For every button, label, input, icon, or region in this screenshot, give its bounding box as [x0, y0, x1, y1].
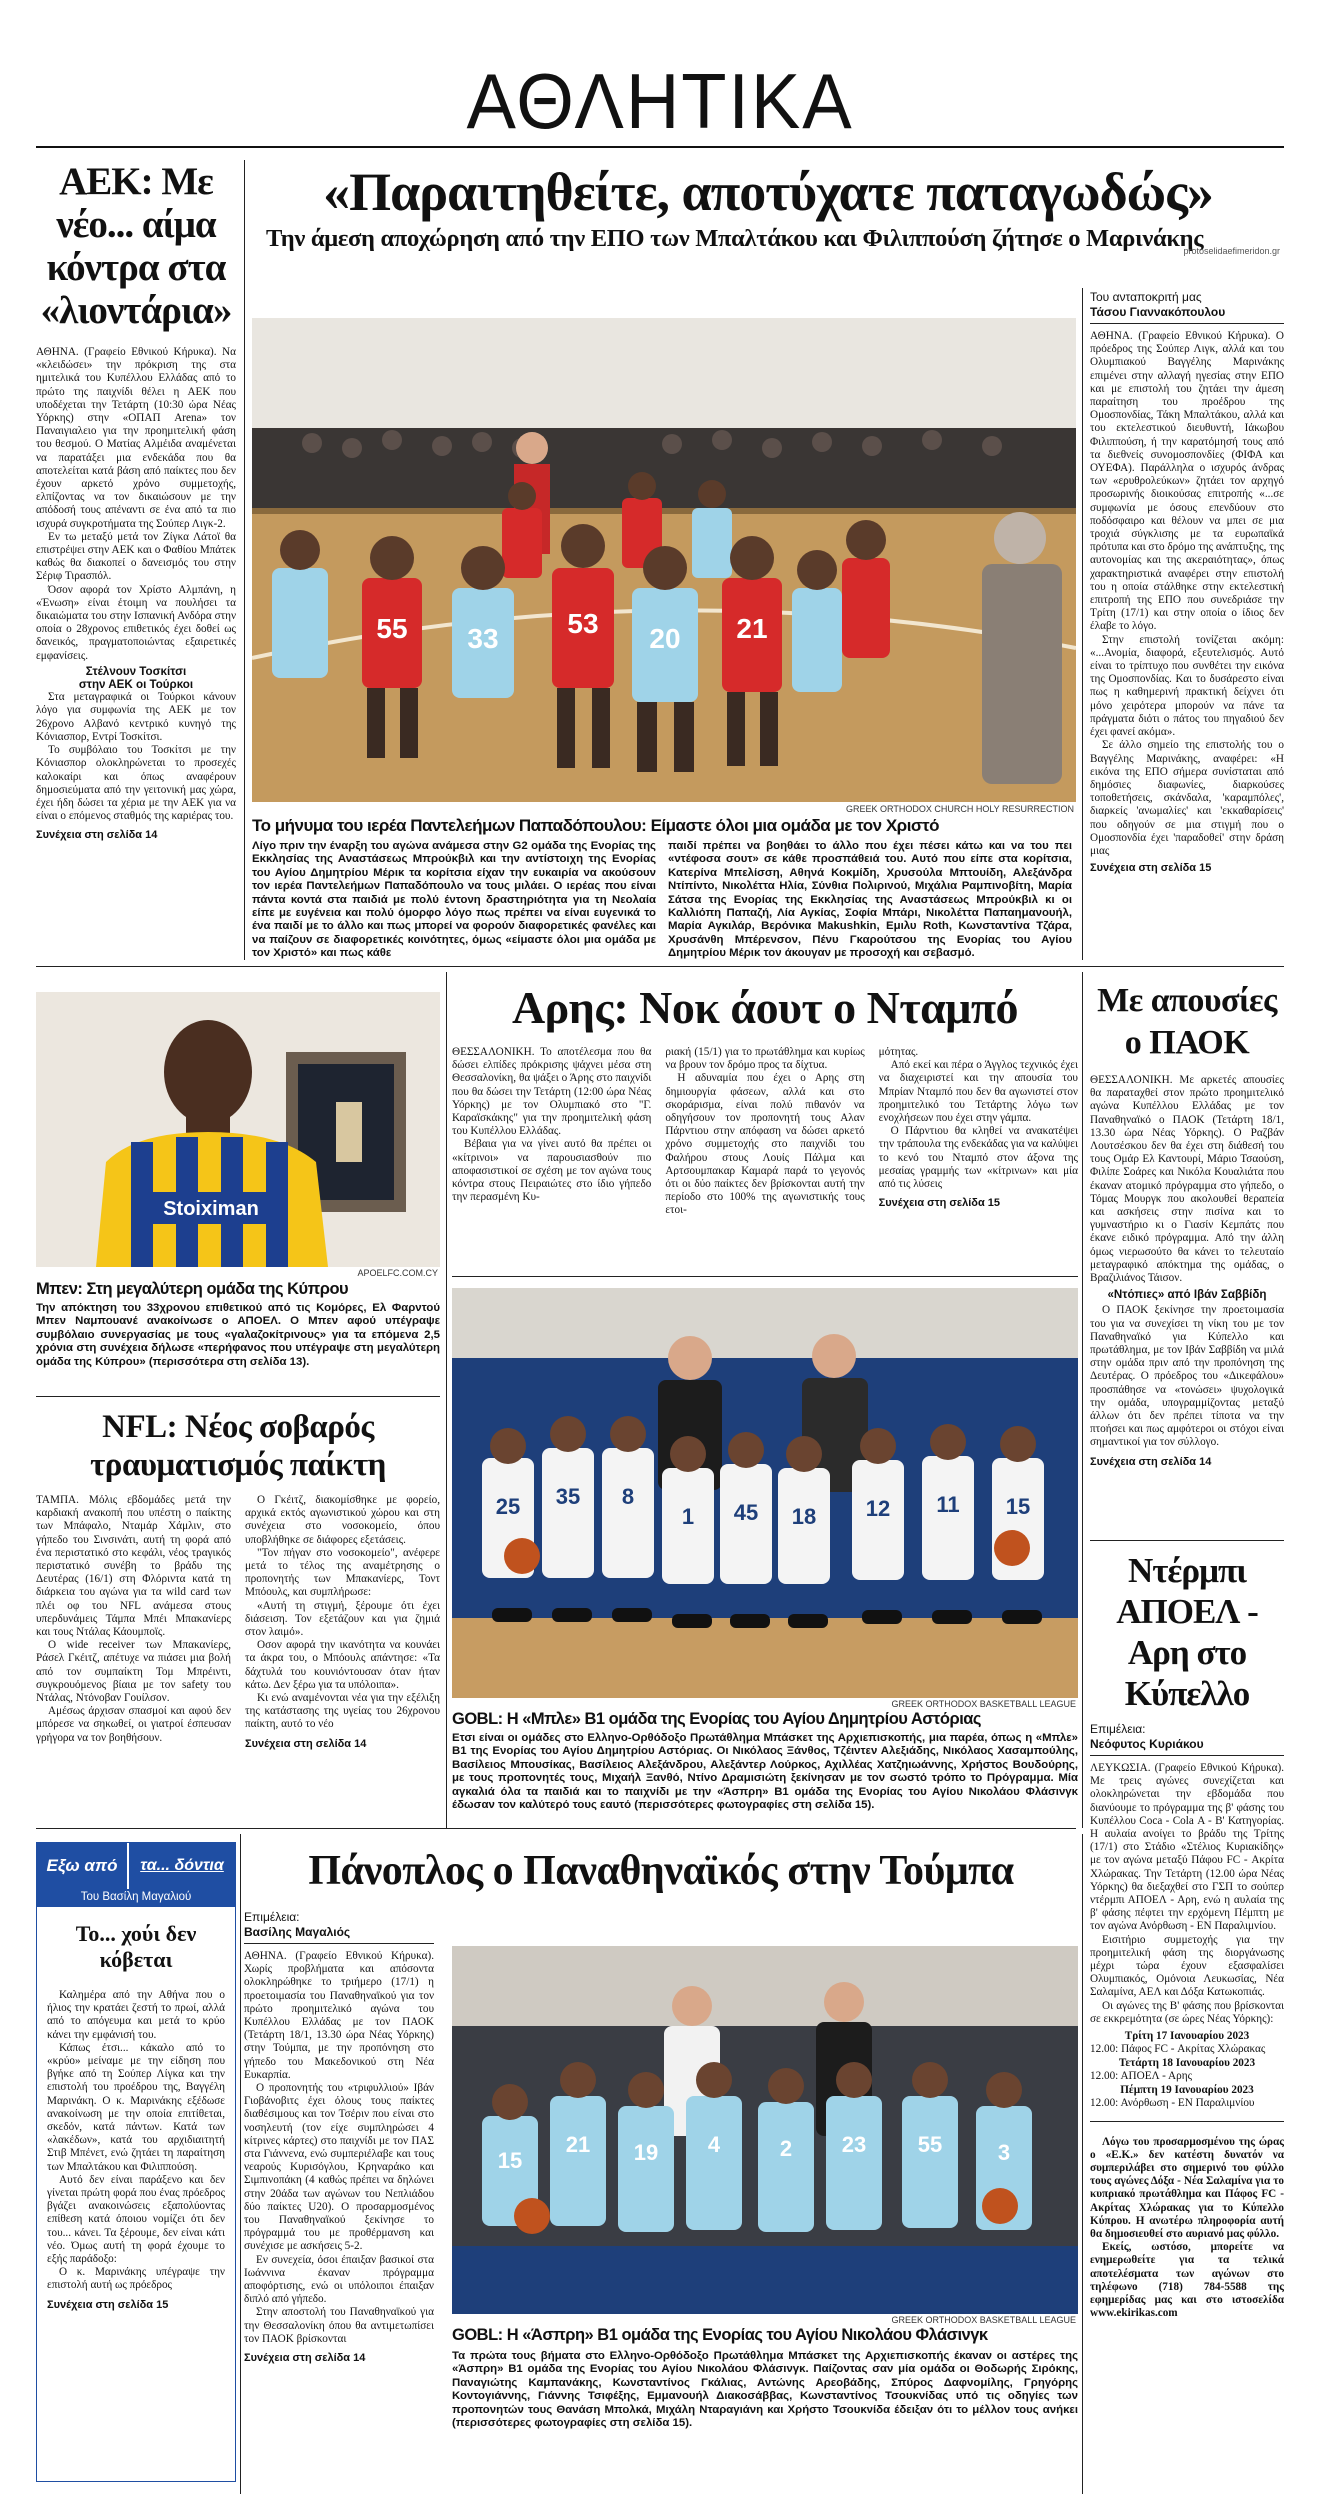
flushing-team-photo [452, 1946, 1078, 2314]
aek-headline: ΑΕΚ: Με νέο... αίμα κόντρα στα «λιοντάρια» [40, 160, 232, 332]
aek-paragraph: ΑΘΗΝΑ. (Γραφείο Εθνικού Κήρυκα). Να «κλειδώσει» την πρόκριση της στα ημιτελικά του Κυπέλλου Ελλάδας από το πρώτο της παιχνίδι θέλει η ΑΕΚ που υποδέχεται την Τετάρτη (10:30 ώρα Νέας Υόρκης) στην «ΟΠΑΠ Arena» τον Παναιγιαλειο για την προημιτελική φάση του θεσμού. Ο Ματίας Αλμέιδα αναμένεται να παρατάξει μια ενδεκάδα που θα αποτελείται κατά βάση από παίκτες που δεν έχουν αρκετό χρόνο συμμετοχής, ελπίζοντας να τον δικαιώσουν με την απόδοσή τους απέναντι σε ένα από τα πιο ισχυρά συγκροτήματα της Σούπερ Λιγκ-2. [36, 346, 236, 530]
girls-basketball-photo [252, 318, 1076, 802]
column-paragraph: Αυτό δεν είναι παράξενο και δεν γίνεται πρώτη φορά που ένας πρόεδρος βγάζει ανακοινώσεις εξαπολύοντας επίθεση κατά όποιου νομίζει ότι δεν του... κάνει. Τα ξέρουμε, δεν είναι κάτι νέο. Όμως αυτή τη φορά έχουμε το εξής παράδοξο: [47, 2173, 225, 2266]
pao-byline-label: Επιμέλεια: [244, 1910, 300, 1924]
paok-subhead: «Ντόπιες» από Ιβάν Σαββίδη [1107, 1288, 1267, 1302]
aris-headline: Αρης: Νοκ άουτ ο Νταμπό [511, 982, 1019, 1033]
aris-paragraph: ριακή (15/1) για το πρωτάθλημα και κυρίως να βρουν τον δρόμο προς τα δίχτυα. [665, 1046, 865, 1072]
pao-paragraph: Ο προπονητής του «τριφυλλιού» Ιβάν Γιοβάνοβιτς έχει όλους τους παίκτες διαθέσιμους και τον Τσέριν που είναι στο νοσηλευτή (τον είχε συμπληρώσει 4 κίτρινες κάρτες) στο παιχνίδι με τον ΠΑΣ στα Γιάννενα, ενώ συμπεριέλαβε και τους νεαρούς Κυρισόγλου, Κρηναράκο και Σιμπινοπάκη (4 καθώς πρέπει να δηλώνει στην 20άδα των αγώνων του Νεπλιάδου δύο παίκτες U20). Ο προσαρμοσμένος του Παναθηναϊκού ξεκίνησε το πρόγραμμά του με προθέρμανση και συνέχισε με ασκήσεις 5-2. [244, 2082, 434, 2253]
paok-continued: Συνέχεια στη σελίδα 14 [1090, 1455, 1212, 1468]
paok-article [1090, 980, 1284, 1540]
jersey-number: 45 [733, 1500, 759, 1525]
derby-paragraph: Εισιτήριο συμμετοχής για την προημιτελική φάση της διοργάνωσης μέχρι τώρα έχουν εξασφαλίσει Ολυμπιακός, Ομόνοια Λευκωσίας, Νέα Σαλαμίνα, ΑΕΛ και Δόξα Κατωκοπιάς. [1090, 1933, 1284, 1999]
aris-paragraph: Ο Πάρντιου θα κληθεί να ανακατέψει την τράπουλα της ενδεκάδας για να καλύψει το κενό του Νταμπό στον άξονα της μεσαίας γραμμής των «κίτρινων» και μία από τις λύσεις [878, 1125, 1078, 1191]
column-paragraph: Κάπως έτσι... κάκαλο από το «κρύο» μείναμε με την είδηση που βγήκε από τη Σούπερ Λίγκα και την επιστολή του προέδρου της, Βαγγέλη Μαρινάκη. Ο κ. Μαρινάκης εξέδωσε ανακοίνωση με την οποία επιτίθεται, σκεδόν, κατά πάντων. Κατά των «λακέδων», κατά του αρχιδιαιτητή Στιβ Μπένετ, ενώ ζητάει τη παραίτηση των Μπαλτάκου και Φιλιππούση. [47, 2041, 225, 2173]
photo2-caption: Ετσι είναι οι ομάδες στο Ελληνο-Ορθόδοξο Πρωτάθλημα Μπάσκετ της Αρχιεπισκοπής, μια παρέα, όπως η «Μπλε» Β1 της Ενορίας του Αγίου Δημητρίου Αστόριας. Οι Νικόλαος Ξάνθος, Τζέιντεν Αλεξιάδης, Νικόλαος Χασαμπούλης, Βασίλειος Μπουσίκας, Βασίλειος Αλεξάνδρου, Αλεξάντερ Λούρκος, Αχιλλέας Χατζηιωάννης, Χρήστος Βουδούρης, με τους προπονητές τους, Μιχαήλ Ξανθό, Ντίνο Δραμισιώτη ξεκίνησαν με τον σωστό τρόπο το Πρόγραμμα. Μία αγκαλιά όλα τα παιδιά και το παιχνίδι με την «Άσπρη» Β1 ομάδα της Ενορίας του Αγίου Νικολάου Φλάσινγκ έδωσαν τον καλύτερό τους εαυτό (περισσότερες φωτογραφίες στη σελίδα 15). [452, 1732, 1078, 1812]
aris-continued: Συνέχεια στη σελίδα 15 [878, 1197, 1001, 1210]
jersey-number: 8 [621, 1484, 635, 1509]
gym-scene [252, 318, 1076, 802]
pao-paragraph: Στην αποστολή του Παναθηναϊκού για την Θεσσαλονίκη όπου θα αντιμετωπίσει τον ΠΑΟΚ βρίσκονται [244, 2306, 434, 2345]
aris-paragraph: Βέβαια για να γίνει αυτό θα πρέπει οι «κίτρινοι» να παρουσιασθούν πιο αποφασιστικοί σε σχέση με τον αγώνα τους κόντρα στους Πειραιώτες στο ίδιο γήπεδο την περασμένη Κυ- [452, 1138, 652, 1204]
section-rule [36, 1828, 1076, 1829]
nfl-continued: Συνέχεια στη σελίδα 14 [245, 1737, 367, 1750]
epo-paragraph: ΑΘΗΝΑ. (Γραφείο Εθνικού Κήρυκα). Ο πρόεδρος της Σούπερ Λιγκ, αλλά και του Ολυμπιακού Βαγγέλης Μαρινάκης επιμένει στην αλλαγή ηγεσίας στην ΕΠΟ και με επιστολή του ζητάει την άμεση παραίτηση του προέδρου της Ομοσπονδίας, Τάκη Μπαλτάκου, αλλά και του εκτελεστικού διευθυντή, Ιάκωβου Φιλιππούση, ή την καρατόμησή τους από τα διεθνείς συνομοσπονδίες (ΦΙΦΑ και ΟΥΕΦΑ). Παράλληλα ο ισχυρός άνδρας των «ερυθρολεύκων» ζητάει τον αρχηγό προσωρινής διοικούσας επιτροπής «...σε συμφωνία με όσους επενδύουν στο ποδόσφαιρο και θέλουν να μπει σε μια τροχιά σύγκλισης με τα ευρωπαϊκά πρότυπα και στο δρόμο της ανάπτυξης, της αυτονομίας και της ακεραιότητας», όπως χαρακτηριστικά αναφέρει στην επιστολή του η οποία στάλθηκε στην εκτελεστική επιτροπή της ΕΠΟ που συνεδριάσε την Τρίτη (17/1) και στην οποία ο ίδιος δεν έλαβε το λόγο. [1090, 330, 1284, 633]
nfl-paragraph: Οσον αφορά την ικανότητα να κουνάει τα άκρα του, ο Μπόουλς απάντησε: «Τα δάχτυλά του κουνιόντουσαν όταν ήταν κάτω. Δεν ξέρω για τα υπόλοιπα». [245, 1639, 440, 1691]
photo1-credit: GREEK ORTHODOX CHURCH HOLY RESURRECTION [845, 804, 1074, 814]
derby-note: Λόγω του προσαρμοσμένου της ώρας ο «Ε.Κ.» δεν κατέστη δυνατόν να συμπεριλάβει στο σημερινό του φύλλο τους αγώνες Δόξα - Νέα Σαλαμίνα για το κυπριακό πρωτάθλημα και Πάφος FC - Ακρίτας Χλώρακας για το Κύπελλο Κύπρου. Η ανωτέρω πληροφορία αυτή θα δημοσιευθεί στο αυριανό μας φύλλο. [1090, 2135, 1284, 2240]
epo-byline-label: Του ανταποκριτή μας [1090, 290, 1202, 304]
column-title: Το... χούι δεν κόβεται [75, 1921, 197, 1972]
derby-byline-label: Επιμέλεια: [1090, 1722, 1146, 1736]
section-rule [1090, 1540, 1284, 1541]
column-label-left: Εξω από [37, 1843, 127, 1889]
epo-byline-name: Τάσου Γιαννακόπουλου [1090, 305, 1284, 324]
schedule-day: Πέμπτη 19 Ιανουαρίου 2023 [1120, 2083, 1254, 2096]
photo3-caption: Τα πρώτα τους βήματα στο Ελληνο-Ορθόδοξο Πρωτάθλημα Μπάσκετ της Αρχιεπισκοπής έκαναν οι αστέρες της «Άσπρη» Β1 ομάδα της Ενορίας του Αγίου Νικολάου Φλάσινγκ. Παίζοντας σαν μία ομάδα οι Θοδωρής Σιρόκης, Παναγιώτης Καμπανάκης, Κωνσταντίνος Γκάλιας, Αντώνης Αρεοβάδης, Σπύρος Δαφνομίλης, Γρηγόρης Κοντογιάννης, Γιάννης Τσιφέξης, Εμμανουήλ Διακοσάββας, Κωνσταντίνος Τσουκνίδας υπό τις οδηγίες των προπονητών τους Θανάση Μπολκά, Μιχάλη Νταραγιάνη και Χρήστο Τσουκνίδα έδειξαν ότι το μέλλον τους ανήκει (περισσότερες φωτογραφίες στη σελίδα 15). [452, 2350, 1078, 2430]
schedule-match: 12.00: Πάφος FC - Ακρίτας Χλώρακας [1090, 2043, 1266, 2056]
aek-continued: Συνέχεια στη σελίδα 14 [36, 829, 158, 842]
nfl-paragraph: Ο Γκέιτζ, διακομίσθηκε με φορείο, αρχικά εκτός αγωνιστικού χώρου και στη συνέχεια στο νοσοκομείο, όπου υποβλήθηκε σε διάφορες εξετάσεις. [245, 1494, 440, 1546]
jersey-number: 20 [649, 623, 681, 654]
column-rule [240, 1834, 241, 2494]
nfl-paragraph: ΤΑΜΠΑ. Μόλις εβδομάδες μετά την καρδιακή ανακοπή που υπέστη ο παίκτης των Μπάφαλο, Νταμάρ Χάμλιν, στο γήπεδο του Σινσινάτι, αυτή τη φορά από ένα περιστατικό στο κεφάλι, νέος τραγικός περιστατικό συνέβη το βράδυ της Δευτέρας (16/1) στη Φλόριντα κατά τη διάρκεια του αγώνα για τα wild card των πλέι οφ του NFL ανάμεσα στους υπερδυνάμεις Τάμπα Μπέι Μπακανίερς και τους Ντάλας Κάουμποϊς. [36, 1494, 231, 1639]
column-banner [37, 1843, 235, 1889]
column-paragraph: Καλημέρα από την Αθήνα που ο ήλιος την κρατάει ζεστή το πρωί, αλλά από το απόγευμα και μετά το κρύο κάνει την εμφάνισή του. [47, 1989, 225, 2041]
pao-continued: Συνέχεια στη σελίδα 14 [244, 2352, 366, 2365]
section-rule [36, 1396, 440, 1397]
jersey-number: 21 [736, 613, 768, 644]
derby-article [1090, 1550, 1284, 2490]
paok-paragraph: Ο ΠΑΟΚ ξεκίνησε την προετοιμασία του για να συνεχίσει τη νίκη του με τον Παναθηναϊκό για Κύπελλο και πρωτάθλημα, με τον Ιβάν Σαββίδη να μιλά στην ομάδα πριν από την προπόνηση της Δευτέρας. Ο πρόεδρος του «Δικεφάλου» προσπάθησε να «τονώσει» ψυχολογικά την ομάδα, υπογραμμίζοντας μεταξύ άλλων ότι δεν πρέπει τίποτα να την πτοήσει και πως αμφότεροι οι στόχοι είναι σημαντικοί για τον σύλλογο. [1090, 1304, 1284, 1449]
jersey-number: 2 [779, 2136, 793, 2161]
column-paragraph: Ο κ. Μαρινάκης υπέγραψε την επιστολή αυτή ως πρόεδρος [47, 2266, 225, 2292]
jersey-number: 21 [565, 2132, 591, 2157]
paok-headline: Με απουσίες ο ΠΑΟΚ [1097, 982, 1277, 1061]
photo1-caption-right: παιδί πρέπει να βοηθάει το άλλο που έχει πέσει κάτω και να του πει «ντέφοσα σουτ» σε κάθε προσπάθειά του. Αυτό που είπε στα κορίτσια, Κατερίνα Μπελίσση, Αθηνά Κοκμίδη, Χρυσούλα Μπτουίδη, Αλεξάνδρα Ντίπίντο, Νικολέττα Ηλία, Σύνθια Πολιρινού, Μιχάλια Ραμπινοβίτη, Μαρία Σάτσα της Ενορίας της Εκκλησίας της Αναστάσεως Μπρούκβιλ κι οι Καλλιόπη Παπαζή, Λία Αγκίας, Σοφία Μπάρι, Νικολέττα Παπαημανουήλ, Μαρία Αγκιλάρ, Βερόνικα Makushkin, Εμιλυ Roth, Κωνσταντίνα Τζάρα, Χρυσάνθη Μπέρενσον, Πένυ Γκαρούτσου της Ενορίας του Αγίου Δημητρίου Μέρικ τον άκουγαν με προσοχή και σεβασμό. [668, 840, 1072, 960]
nfl-headline: NFL: Νέος σοβαρός τραυματισμός παίκτη [90, 1409, 386, 1483]
epo-headline-block [252, 160, 1284, 280]
jersey-number: 4 [707, 2132, 721, 2157]
column-rule [1082, 1834, 1083, 2494]
masthead-rule [36, 146, 1284, 148]
column-author: Του Βασίλη Μαγαλιού [37, 1889, 235, 1907]
schedule-day: Τρίτη 17 Ιανουαρίου 2023 [1124, 2030, 1250, 2043]
astoria-scene [452, 1288, 1078, 1698]
nfl-paragraph: Αμέσως άρχισαν σπασμοί και αφού δεν μπόρεσε να σηκωθεί, οι γιατροί έσπευσαν γρήγορα να τον βοηθήσουν. [36, 1705, 231, 1744]
jersey-number: 1 [681, 1504, 695, 1529]
jersey-number: 53 [567, 608, 599, 639]
derby-paragraph: Οι αγώνες της Β' φάσης που βρίσκονται σε εκκρεμότητα (σε ώρες Νέας Υόρκης): [1090, 1999, 1284, 2025]
epo-article [1090, 290, 1284, 960]
apoel-credit: APOELFC.COM.CY [357, 1268, 438, 1278]
apoel-scene [36, 992, 440, 1267]
aek-article [36, 160, 236, 960]
column-label-right: τα... δόντια [127, 1843, 235, 1889]
jersey-number: 55 [917, 2132, 943, 2157]
column-rule [1082, 288, 1083, 960]
photo2-credit: GREEK ORTHODOX BASKETBALL LEAGUE [891, 1699, 1076, 1709]
jersey-number: 18 [791, 1504, 817, 1529]
opinion-column [36, 1842, 236, 2482]
photo1-caption-left: Λίγο πριν την έναρξη του αγώνα ανάμεσα στην G2 ομάδα της Ενορίας της Εκκλησίας της Αναστάσεως Μπρούκβιλ και την αντίστοιχη της Ενορίας του Αγίου Δημητρίου Μέρικ τα κορίτσια είχαν την ευκαιρία να ακούσουν τον ιερέα Παντελεήμων Παπαδόπουλο να τους μιλάει. Ο ιερέας που είναι πάντα κοντά στα παιδιά με πολύ έντονη δραστηριότητα για τη Νεολαία είπε με ευγένεια και πολύ όμορφο λόγο πως πρέπει να είναι ευγενικά το ένα παιδί με το άλλο και πως μπορεί να φορούν διαφορετικές φανέλες και να παίζουν σε διαφορετικές κοινότητες, όμως «είμαστε όλοι μια ομάδα με τον Χριστό» και πως κάθε [252, 840, 656, 960]
pao-paragraph: Εν συνεχεία, όσοι έπαιξαν βασικοί στα Ιωάννινα έκαναν πρόγραμμα αποφόρτισης, ενώ οι υπόλοιποι έπαιξαν διπλό από γήπεδο. [244, 2253, 434, 2306]
shirt-sponsor: Stoiximan [163, 1198, 259, 1220]
nfl-paragraph: "Τον πήγαν στο νοσοκομείο", ανέφερε μετά το τέλος της αναμέτρησης ο προπονητής των Μπακανίερς, Τοντ Μπόουλς, και συμπλήρωσε: [245, 1546, 440, 1599]
jersey-number: 15 [1005, 1494, 1031, 1519]
section-rule [452, 1276, 1078, 1277]
jersey-number: 33 [467, 623, 499, 654]
jersey-number: 25 [495, 1494, 521, 1519]
watermark: protoselidaefimeridon.gr [1183, 246, 1280, 256]
epo-paragraph: Στην επιστολή τονίζεται ακόμη: «...Ανομία, διαφορά, εξευτελισμός. Αυτό είναι το τρίπτυχο που συνθέτει την εικόνα της Ομοσπονδίας. Και το δυσάρεστο είναι πως η καθημερινή πρακτική δείχνει ότι μόνο χειρότερα μπορούν να πάνε τα πράγματα διότι ο πάτος του πηγαδιού δεν έχει φανεί ακόμα». [1090, 633, 1284, 739]
nfl-article [36, 1408, 440, 1820]
jersey-number: 19 [633, 2140, 659, 2165]
jersey-number: 35 [555, 1484, 581, 1509]
derby-byline-name: Νεόφυτος Κυριάκου [1090, 1737, 1284, 1756]
apoel-caption: Την απόκτηση του 33χρονου επιθετικού από τις Κομόρες, Ελ Φαρντού Μπεν Ναμπουανέ ανακοίνωσε ο ΑΠΟΕΛ. Ο Μπεν αφού υπέγραψε συμβόλαιο συνεργασίας με τους «γαλαζοκίτρινους» για τα επόμενα 2,5 χρόνια στη συνέχεια δήλωσε «περήφανος που υπέγραψε στη μεγαλύτερη ομάδα της Κύπρου» (περισσότερα στη σελίδα 13). [36, 1302, 440, 1368]
schedule-match: 12.00: ΑΠΟΕΛ - Αρης [1090, 2070, 1192, 2083]
column-continued: Συνέχεια στη σελίδα 15 [47, 2298, 169, 2311]
section-title: ΑΘΛΗΤΙΚΑ [466, 57, 854, 145]
aek-paragraph: Όσον αφορά τον Χρίστο Αλμπάνη, η «Ένωση» είναι έτοιμη να πουλήσει τα δικαιώματα του στην Ισπανική Ανδόρα στην οποία ο 28χρονος επιθετικός έχει δοθεί ως δανεικός, πραγματοποιώντας εξαιρετικές εμφανίσεις. [36, 583, 236, 662]
epo-headline: «Παραιτηθείτε, αποτύχατε παταγωδώς» [323, 162, 1213, 222]
jersey-number: 12 [865, 1496, 891, 1521]
apoel-caption-title: Μπεν: Στη μεγαλύτερη ομάδα της Κύπρου [36, 1280, 349, 1298]
apoel-player-photo [36, 992, 440, 1267]
pao-article [244, 1910, 434, 2482]
photo1-caption-title: Το μήνυμα του ιερέα Παντελεήμων Παπαδόπουλου: Είμαστε όλοι μια ομάδα με τον Χριστό [252, 816, 940, 835]
epo-continued: Συνέχεια στη σελίδα 15 [1090, 862, 1212, 875]
column-rule [244, 160, 245, 960]
photo3-caption-title: GOBL: Η «Άσπρη» Β1 ομάδα της Ενορίας του Αγίου Νικολάου Φλάσινγκ [452, 2326, 988, 2344]
note-rule [1090, 2121, 1284, 2122]
epo-paragraph: Σε άλλο σημείο της επιστολής του ο Βαγγέλης Μαρινάκης, αναφέρει: «Η εικόνα της ΕΠΟ σήμερα συνίσταται από δημόσιες διαφωνίες, διαρκούσες τοποθετήσεις, σκάνδαλα, 'καραμπόλες', διαρκείς 'ανωμαλίες' και 'εκκαθαρίσεις' που οδηγούν σε μια στιγμή που ο Ομοσπονδία έχει 'παραδοθεί' στην δράση μιας [1090, 739, 1284, 857]
aek-paragraph: Το συμβόλαιο του Τοσκίτσι με την Κόνιασπορ ολοκληρώνεται το προσεχές καλοκαίρι και όπως αναφέρουν δημοσιεύματα από την γειτονική μας χώρα, έχει ήδη δώσει τα χέρια με την ΑΕΚ για να είναι ο επόμενος σταθμός της καριέρας του. [36, 744, 236, 823]
derby-note: Εκείς, ωστόσο, μπορείτε να ενημερωθείτε για τα τελικά αποτελέσματα των αγώνων στο τηλέφωνο (718) 784-5588 της εφημερίδας μας και στο ιστοσελίδα www.ekirikas.com [1090, 2241, 1284, 2320]
masthead [36, 57, 1284, 145]
pao-paragraph: ΑΘΗΝΑ. (Γραφείο Εθνικού Κήρυκα). Χωρίς προβλήματα και απόσοντα ολοκληρώθηκε το τριήμερο (17/1) η προετοιμασία του Παναθηναϊκού για τον πρώτο προημιτελικό αγώνα του Κυπέλλου Ελλάδας με τον ΠΑΟΚ (Τετάρτη 18/1, 13.30 ώρα Νέας Υόρκης) στην Τούμπα, με την προπόνηση στο γήπεδο του Μακεδονικού στη Νέα Ευκαρπία. [244, 1950, 434, 2081]
pao-byline-name: Βασίλης Μαγαλιός [244, 1925, 434, 1944]
section-rule [36, 966, 1284, 967]
aek-subhead: Στέλνουν Τοσκίτσι [85, 664, 187, 678]
schedule-match: 12.00: Ανόρθωση - ΕΝ Παραλιμνίου [1090, 2097, 1255, 2110]
jersey-number: 23 [841, 2132, 867, 2157]
schedule-day: Τετάρτη 18 Ιανουαρίου 2023 [1118, 2056, 1256, 2069]
photo3-credit: GREEK ORTHODOX BASKETBALL LEAGUE [891, 2315, 1076, 2325]
nfl-paragraph: «Αυτή τη στιγμή, ξέρουμε ότι έχει διάσειση. Τον εξετάζουν και για ζημιά στον λαιμό». [245, 1599, 440, 1639]
jersey-number: 55 [376, 613, 408, 644]
nfl-paragraph: Ο wide receiver των Μπακανίερς, Ράσελ Γκέιτζ, απέτυχε να πιάσει μια βολή από τον συμπαίκτη Τομ Μπρέιντι, συγκρουόμενος βίαια με τον safety του Ντάλας, Ντόνοβαν Γουίλσον. [36, 1639, 231, 1705]
aris-paragraph: Από εκεί και πέρα ο Άγγλος τεχνικός έχει να διαχειριστεί και την απουσία του Μπρίαν Νταμπό που δεν θα αγωνιστεί στον προημιτελικό του Τετάρτης λόγω των ενοχλήσεων που έχει στην γάμπα. [878, 1059, 1078, 1125]
derby-schedule [1090, 2030, 1284, 2110]
jersey-number: 11 [936, 1492, 960, 1517]
column-rule [1082, 972, 1083, 1828]
paok-paragraph: ΘΕΣΣΑΛΟΝΙΚΗ. Με αρκετές απουσίες θα παραταχθεί στον πρώτο προημιτελικό αγώνα Κυπέλλου Ελλάδας με τον Παναθηναϊκό ο ΠΑΟΚ (Τετάρτη 18/1, 13.30 ώρα Νέας Υόρκης). Ο Ραζβάν Λουτσέσκου δεν θα έχει στη διάθεσή του τους Ομάρ Ελ Καντουρί, Μάριο Τσαούση, Φιλίπε Σοάρες και Νικόλα Κουαλιάτα που έκαναν ατομικό πρόγραμμα στο γήπεδο, ο Τόμας Μουργκ που ακολουθεί θεραπεία και ασκήσεις στην πισίνα και το γυμναστήριο κι ο Γιασίν Κεμπάτς που έκανε ειδικό πρόγραμμα. Από την άλλη όμως νιερωσούτο θα κάνει το τελευταίο μεταγραφικό απόκτημα της ομάδας, ο Βραζιλιάνος Τάισον. [1090, 1074, 1284, 1285]
aek-paragraph: Εν τω μεταξύ μετά τον Ζίγκα Λάτοϊ θα επιστρέψει στην ΑΕΚ και ο Φαθίου Μπάτεκ καθώς θα διακοπεί ο δανεισμός του στην Σέριφ Τιρασπόλ. [36, 530, 236, 583]
pao-headline: Πάνοπλος ο Παναθηναϊκός στην Τούμπα [308, 1848, 1014, 1894]
epo-subheadline: Την άμεση αποχώρηση από την ΕΠΟ των Μπαλτάκου και Φιλιππούση ζήτησε ο Μαρινάκης [266, 225, 1204, 252]
derby-headline: Ντέρμπι ΑΠΟΕΛ - Αρη στο Κύπελλο [1116, 1551, 1258, 1713]
aris-paragraph: Η αδυναμία που έχει ο Αρης στη δημιουργία φάσεων, αλλά και στο σκοράρισμα, είναι πολύ πιθανόν να οδηγήσουν τον προπονητή τους Αλαν Πάρντιου στην απόφαση να δώσει αρκετό χρόνο συμμετοχής στο παιχνίδι του Φαλήρου στους Λουίς Πάλμα και Αρτσουμπακαρ Καμαρά παρά το γεγονός ότι οι δύο παίκτες δεν βρίσκονται αυτή την περίοδο στο 100% της αγωνιστικής τους ετοι- [665, 1072, 865, 1217]
jersey-number: 15 [497, 2148, 523, 2173]
nfl-paragraph: Κι ενώ αναμένονται νέα για την εξέλιξη της κατάστασης της υγείας του 26χρονου παίκτη, αυτό το νέο [245, 1692, 440, 1731]
astoria-team-photo [452, 1288, 1078, 1698]
flushing-scene [452, 1946, 1078, 2314]
jersey-number: 3 [997, 2140, 1011, 2165]
photo2-caption-title: GOBL: Η «Μπλε» Β1 ομάδα της Ενορίας του Αγίου Δημητρίου Αστόριας [452, 1710, 982, 1728]
aris-paragraph: μότητας. [878, 1046, 919, 1058]
column-rule [446, 972, 447, 1828]
aek-subhead: στην ΑΕΚ οι Τούρκοι [78, 678, 194, 692]
derby-paragraph: ΛΕΥΚΩΣΙΑ. (Γραφείο Εθνικού Κήρυκα). Με τρεις αγώνες συνεχίζεται και ολοκληρώνεται την εβδομάδα που διανύουμε το πρόγραμμα της β' φάσης του Κυπέλλου Coca - Cola Α - Β' Κατηγορίας. Η αυλαία ανοίγει το βράδυ της Τρίτης (17/1) στο Στάδιο «Στέλιος Κυριακίδης» με τον αγώνα μεταξύ Πάφου FC - Ακρίτα Χλώρακας. Την Τετάρτη (12.00 ώρα Νέας Υόρκης) θα διεξαχθεί στο ΓΣΠ το σούπερ ντέρμπι ΑΠΟΕΛ - Αρη, ενώ η αυλαία της β' φάσης πέφτει την ερχόμενη Πέμπτη με τον αγώνα Ανόρθωση - ΕΝ Παραλιμνίου. [1090, 1762, 1284, 1933]
aek-paragraph: Στα μεταγραφικά οι Τούρκοι κάνουν λόγο για συμφωνία της ΑΕΚ με τον 26χρονο Αλβανό κεντρικό κυνηγό της Κόνιασπορ, Εντρί Τοσκίτσι. [36, 691, 236, 743]
aris-paragraph: ΘΕΣΣΑΛΟΝΙΚΗ. Το αποτέλεσμα που θα δώσει ελπίδες πρόκρισης ψάχνει μέσα στη Θεσσαλονίκη, θα ψάξει ο Άρης στο παιχνίδι που θα δώσει την Τετάρτη (12:00 ώρα Νέας Υόρκης) με τον Ολυμπιακό στο "Γ. Καραϊσκάκης" για την προημιτελική φάση του Κυπέλλου Ελλάδας. [452, 1046, 652, 1138]
aris-article [452, 980, 1078, 1270]
